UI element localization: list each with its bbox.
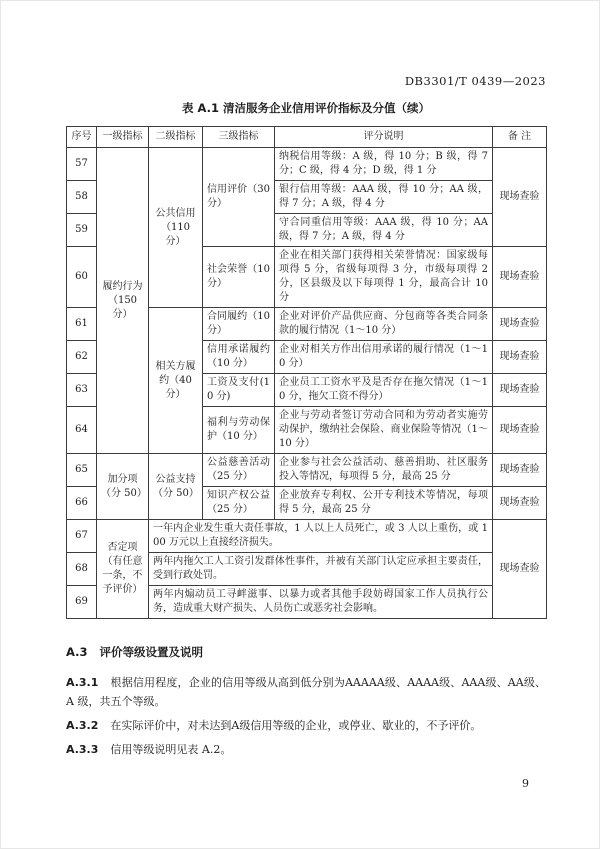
cell-level3: 福利与劳动保护（10 分） (203, 407, 275, 454)
cell-desc: 银行信用等级：AAA 级，得 10 分；AA 级，得 7 分；A 级，得 4 分 (275, 181, 493, 214)
section-heading (66, 645, 546, 660)
table-row (67, 520, 547, 553)
cell-note: 现场查验 (493, 520, 547, 619)
col-header-level1: 一级指标 (97, 127, 149, 148)
cell-desc: 企业对评价产品供应商、分包商等各类合同条款的履行情况（1～10 分） (275, 308, 493, 341)
clause-a33 (66, 740, 546, 759)
cell-level1: 否定项（有任意一条，不予评价） (97, 520, 149, 619)
col-header-level3: 三级指标 (203, 127, 275, 148)
cell-level3: 信用评价（30 分） (203, 148, 275, 247)
table-row (67, 454, 547, 487)
cell-no: 67 (67, 520, 97, 553)
cell-desc: 企业与劳动者签订劳动合同和为劳动者实施劳动保护，缴纳社会保险、商业保险等情况（1～10 分） (275, 407, 493, 454)
col-header-note: 备 注 (493, 127, 547, 148)
cell-no: 63 (67, 374, 97, 407)
page-content (66, 74, 546, 764)
cell-note: 现场查验 (493, 341, 547, 374)
clause-text: 在实际评价中，对未达到A级信用等级的企业，或停业、歇业的，不予评价。 (110, 719, 482, 732)
clause-text: 根据信用程度，企业的信用等级从高到低分别为AAAAA级、AAAA级、AAA级、AA级、A 级，共五个等级。 (66, 676, 546, 708)
table-header-row (67, 127, 547, 148)
cell-no: 58 (67, 181, 97, 214)
cell-desc: 企业对相关方作出信用承诺的履行情况（1～10 分） (275, 341, 493, 374)
cell-note: 现场查验 (493, 308, 547, 341)
cell-level2: 公益支持（分 50） (149, 454, 203, 520)
credit-evaluation-table (66, 126, 547, 619)
cell-no: 59 (67, 214, 97, 247)
cell-desc: 守合同重信用等级：AAA 级，得 10 分；AA 级，得 7 分；A 级，得 4 分 (275, 214, 493, 247)
cell-desc: 企业放弃专利权、公开专利技术等情况，每项得 5 分，最高 25 分 (275, 487, 493, 520)
cell-no: 62 (67, 341, 97, 374)
clause-number: A.3.2 (66, 719, 99, 732)
cell-desc: 企业员工工资水平及是否存在拖欠情况（1～10 分，拖欠工资不得分） (275, 374, 493, 407)
cell-desc: 一年内企业发生重大责任事故，1 人以上人员死亡，或 3 人以上重伤，或 100 万元以上直接经济损失。 (149, 520, 493, 553)
cell-level1: 加分项（分 50） (97, 454, 149, 520)
cell-level1: 履约行为（150 分） (97, 148, 149, 454)
table-row (67, 148, 547, 181)
cell-no: 61 (67, 308, 97, 341)
cell-no: 68 (67, 553, 97, 586)
cell-level3: 社会荣誉（10 分） (203, 247, 275, 308)
cell-desc: 两年内拖欠工人工资引发群体性事件，并被有关部门认定应承担主要责任，受到行政处罚。 (149, 553, 493, 586)
cell-desc: 纳税信用等级：A 级，得 10 分；B 级，得 7 分；C 级，得 4 分；D 级，得 1 分 (275, 148, 493, 181)
clause-a31 (66, 673, 546, 711)
table-title: 表 A.1 清洁服务企业信用评价指标及分值（续） (182, 101, 430, 115)
cell-no: 60 (67, 247, 97, 308)
cell-no: 57 (67, 148, 97, 181)
cell-no: 69 (67, 586, 97, 619)
clause-text: 信用等级说明见表 A.2。 (110, 743, 232, 756)
cell-note: 现场查验 (493, 454, 547, 487)
col-header-seq: 序号 (67, 127, 97, 148)
cell-note: 现场查验 (493, 247, 547, 308)
cell-level3: 公益慈善活动（25 分） (203, 454, 275, 487)
section-a3 (66, 645, 546, 759)
doc-code-header: DB3301/T 0439—2023 (404, 74, 546, 88)
cell-level3: 工资及支付(10 分) (203, 374, 275, 407)
clause-a32 (66, 716, 546, 735)
cell-no: 65 (67, 454, 97, 487)
cell-note: 现场查验 (493, 407, 547, 454)
cell-desc: 企业参与社会公益活动、慈善捐助、社区服务投入等情况，每项得 5 分，最高 25 分 (275, 454, 493, 487)
cell-desc: 两年内煽动员工寻衅滋事、以暴力或者其他手段妨碍国家工作人员执行公务，造成重大财产损失、人员伤亡或恶劣社会影响。 (149, 586, 493, 619)
col-header-level2: 二级指标 (149, 127, 203, 148)
cell-no: 64 (67, 407, 97, 454)
cell-level3: 信用承诺履约（10 分） (203, 341, 275, 374)
cell-level3: 合同履约（10 分） (203, 308, 275, 341)
clause-number: A.3.1 (66, 676, 99, 689)
col-header-desc: 评分说明 (275, 127, 493, 148)
cell-note: 现场查验 (493, 148, 547, 247)
cell-note: 现场查验 (493, 374, 547, 407)
cell-note: 现场查验 (493, 487, 547, 520)
cell-level3: 知识产权公益（25 分） (203, 487, 275, 520)
cell-level2: 相关方履约（40 分） (149, 308, 203, 454)
clause-number: A.3.3 (66, 743, 99, 756)
section-title: 评价等级设置及说明 (99, 645, 203, 659)
page-number: 9 (522, 777, 529, 790)
cell-no: 66 (67, 487, 97, 520)
section-number: A.3 (66, 645, 88, 659)
cell-level2: 公共信用（110 分） (149, 148, 203, 308)
cell-desc: 企业在相关部门获得相关荣誉情况：国家级每项得 5 分，省级每项得 3 分，市级每项得 2 分，区县级及以下每项得 1 分，最高合计 10 分 (275, 247, 493, 308)
